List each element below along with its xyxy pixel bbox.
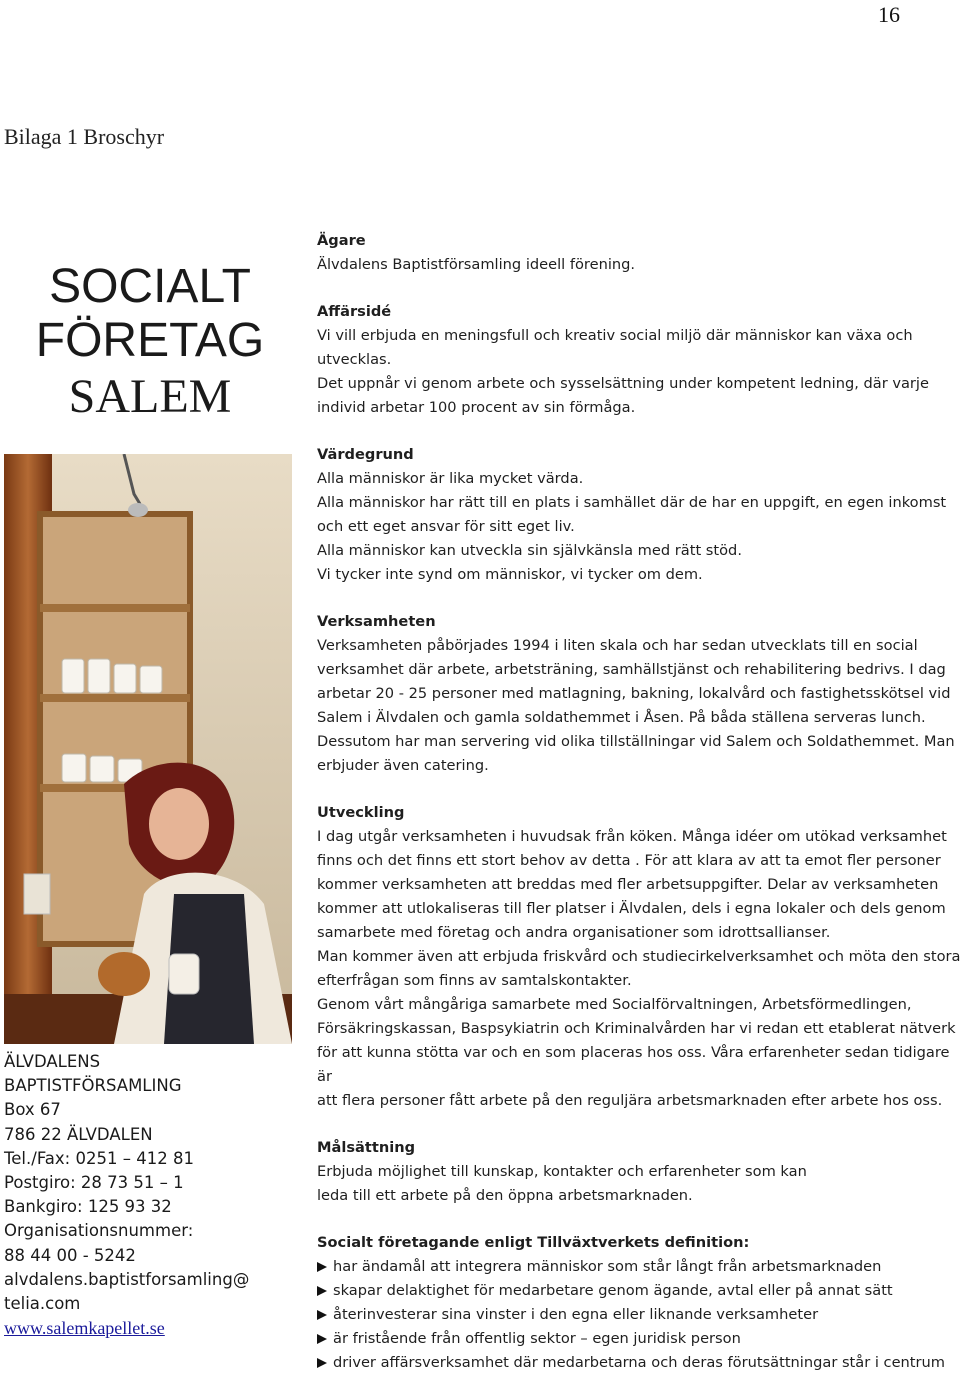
- brand-title-line-2: FÖRETAG: [35, 314, 265, 367]
- bullet-item: [317, 1327, 960, 1351]
- section-line: Erbjuda möjlighet till kunskap, kontakter och erfarenheter som kan: [317, 1163, 807, 1180]
- section-line: Alla människor kan utveckla sin självkänsla med rätt stöd.: [317, 542, 742, 559]
- bullet-arrow-icon: [317, 1262, 327, 1272]
- section-line: verksamhet där arbete, arbetsträning, samhällstjänst och rehabilitering bedrivs. I dag: [317, 661, 946, 678]
- section-line: arbetar 20 - 25 personer med matlagning, bakning, lokalvård och fastighetsskötsel vid: [317, 685, 951, 702]
- section-line: efterfrågan som finns av samtalskontakter.: [317, 972, 632, 989]
- section-heading: Affärsidé: [317, 303, 392, 320]
- contact-bankgiro: Bankgiro: 125 93 32: [4, 1197, 172, 1217]
- brand-title-line-1: SOCIALT: [49, 260, 251, 313]
- bullet-item: [317, 1351, 960, 1375]
- section-line: för att kunna stötta var och en som placeras hos oss. Våra erfarenheter sedan tidigare är: [317, 1044, 950, 1085]
- section-line: Vi vill erbjuda en meningsfull och kreativ social miljö där människor kan växa och: [317, 327, 913, 344]
- section-heading: Ägare: [317, 232, 366, 249]
- page-number: 16: [878, 2, 900, 27]
- bullet-text: är fristående från offentlig sektor – egen juridisk person: [333, 1330, 741, 1347]
- contact-email-line-2: telia.com: [4, 1294, 81, 1314]
- bullet-arrow-icon: [317, 1310, 327, 1320]
- website-link[interactable]: www.salemkapellet.se: [4, 1318, 165, 1339]
- contact-box: Box 67: [4, 1100, 61, 1120]
- bullet-arrow-icon: [317, 1358, 327, 1368]
- section-line: Försäkringskassan, Baspsykiatrin och Kriminalvården har vi redan ett etablerat nätverk: [317, 1020, 956, 1037]
- section-utveckling: [317, 801, 960, 1113]
- section-affarside: [317, 300, 960, 420]
- appendix-title: Bilaga 1 Broschyr: [4, 124, 165, 149]
- contact-phone: Tel./Fax: 0251 – 412 81: [4, 1148, 194, 1168]
- contact-email-line-1: alvdalens.baptistforsamling@: [4, 1269, 250, 1289]
- main-content: [317, 229, 960, 1398]
- section-agare: [317, 229, 960, 277]
- section-verksamheten: [317, 610, 960, 778]
- section-line: erbjuder även catering.: [317, 757, 489, 774]
- contact-orgnr-label: Organisationsnummer:: [4, 1221, 194, 1241]
- section-line: och ett eget ansvar för sitt eget liv.: [317, 518, 575, 535]
- section-line: Salem i Älvdalen och gamla soldathemmet i Åsen. På båda ställena serveras lunch.: [317, 709, 926, 726]
- section-line: Genom vårt mångåriga samarbete med Socialförvaltningen, Arbetsförmedlingen,: [317, 996, 912, 1013]
- section-heading: Utveckling: [317, 804, 405, 821]
- bullet-item: [317, 1279, 960, 1303]
- section-line: Alla människor har rätt till en plats i samhället där de har en uppgift, en egen inkomst: [317, 494, 947, 511]
- section-heading: Verksamheten: [317, 613, 436, 630]
- bullet-arrow-icon: [317, 1334, 327, 1344]
- contact-org-line-1: ÄLVDALENS: [4, 1052, 101, 1071]
- section-malsattning: [317, 1136, 960, 1208]
- section-vardegrund: [317, 443, 960, 587]
- bullet-item: [317, 1255, 960, 1279]
- section-line: samarbete med företag och andra organisationer som idrottsallianser.: [317, 924, 831, 941]
- bullet-text: har ändamål att integrera människor som står långt från arbetsmarknaden: [333, 1258, 882, 1275]
- section-line: Det uppnår vi genom arbete och sysselsättning under kompetent ledning, där varje: [317, 375, 929, 392]
- section-line: Älvdalens Baptistförsamling ideell förening.: [317, 256, 636, 273]
- contact-postgiro: Postgiro: 28 73 51 – 1: [4, 1173, 184, 1193]
- section-line: kommer att utlokaliseras till fler platser i Älvdalen, dels i egna lokaler och dels genom: [317, 900, 946, 917]
- bullet-item: [317, 1303, 960, 1327]
- bullet-arrow-icon: [317, 1286, 327, 1296]
- section-line: kommer verksamheten att breddas med fler arbetsuppgifter. Delar av verksamheten: [317, 876, 939, 893]
- section-line: individ arbetar 100 procent av sin förmåga.: [317, 399, 636, 416]
- section-line: att flera personer fått arbete på den reguljära arbetsmarknaden efter arbete hos oss.: [317, 1092, 943, 1109]
- section-line: Alla människor är lika mycket värda.: [317, 470, 584, 487]
- section-definition: [317, 1231, 960, 1375]
- section-line: Vi tycker inte synd om människor, vi tycker om dem.: [317, 566, 703, 583]
- section-line: Verksamheten påbörjades 1994 i liten skala och har sedan utvecklats till en social: [317, 637, 918, 654]
- section-line: Dessutom har man servering vid olika tillställningar vid Salem och Soldathemmet. Man: [317, 733, 955, 750]
- section-line: leda till ett arbete på den öppna arbetsmarknaden.: [317, 1187, 693, 1204]
- section-line: utvecklas.: [317, 351, 392, 368]
- section-line: finns och det finns ett stort behov av detta . För att klara av att ta emot fler personer: [317, 852, 941, 869]
- bullet-text: återinvesterar sina vinster i den egna eller liknande verksamheter: [333, 1306, 819, 1323]
- kitchen-photo: [4, 454, 292, 1044]
- section-heading: Målsättning: [317, 1139, 416, 1156]
- bullet-text: driver affärsverksamhet där medarbetarna och deras förutsättningar står i centrum: [333, 1354, 945, 1371]
- bullet-text: skapar delaktighet för medarbetare genom ägande, avtal eller på annat sätt: [333, 1282, 893, 1299]
- section-line: I dag utgår verksamheten i huvudsak från köken. Många idéer om utökad verksamhet: [317, 828, 947, 845]
- section-heading: Socialt företagande enligt Tillväxtverkets definition:: [317, 1234, 750, 1251]
- brand-title-line-3: SALEM: [68, 370, 232, 423]
- section-heading: Värdegrund: [317, 446, 414, 463]
- contact-block: [4, 1050, 294, 1340]
- section-line: Man kommer även att erbjuda friskvård och studiecirkelverksamhet och möta den stora: [317, 948, 960, 965]
- contact-orgnr: 88 44 00 - 5242: [4, 1245, 136, 1265]
- contact-postal-address: 786 22 ÄLVDALEN: [4, 1124, 153, 1144]
- definition-bullet-list: [317, 1255, 960, 1375]
- contact-org-line-2: BAPTISTFÖRSAMLING: [4, 1076, 182, 1096]
